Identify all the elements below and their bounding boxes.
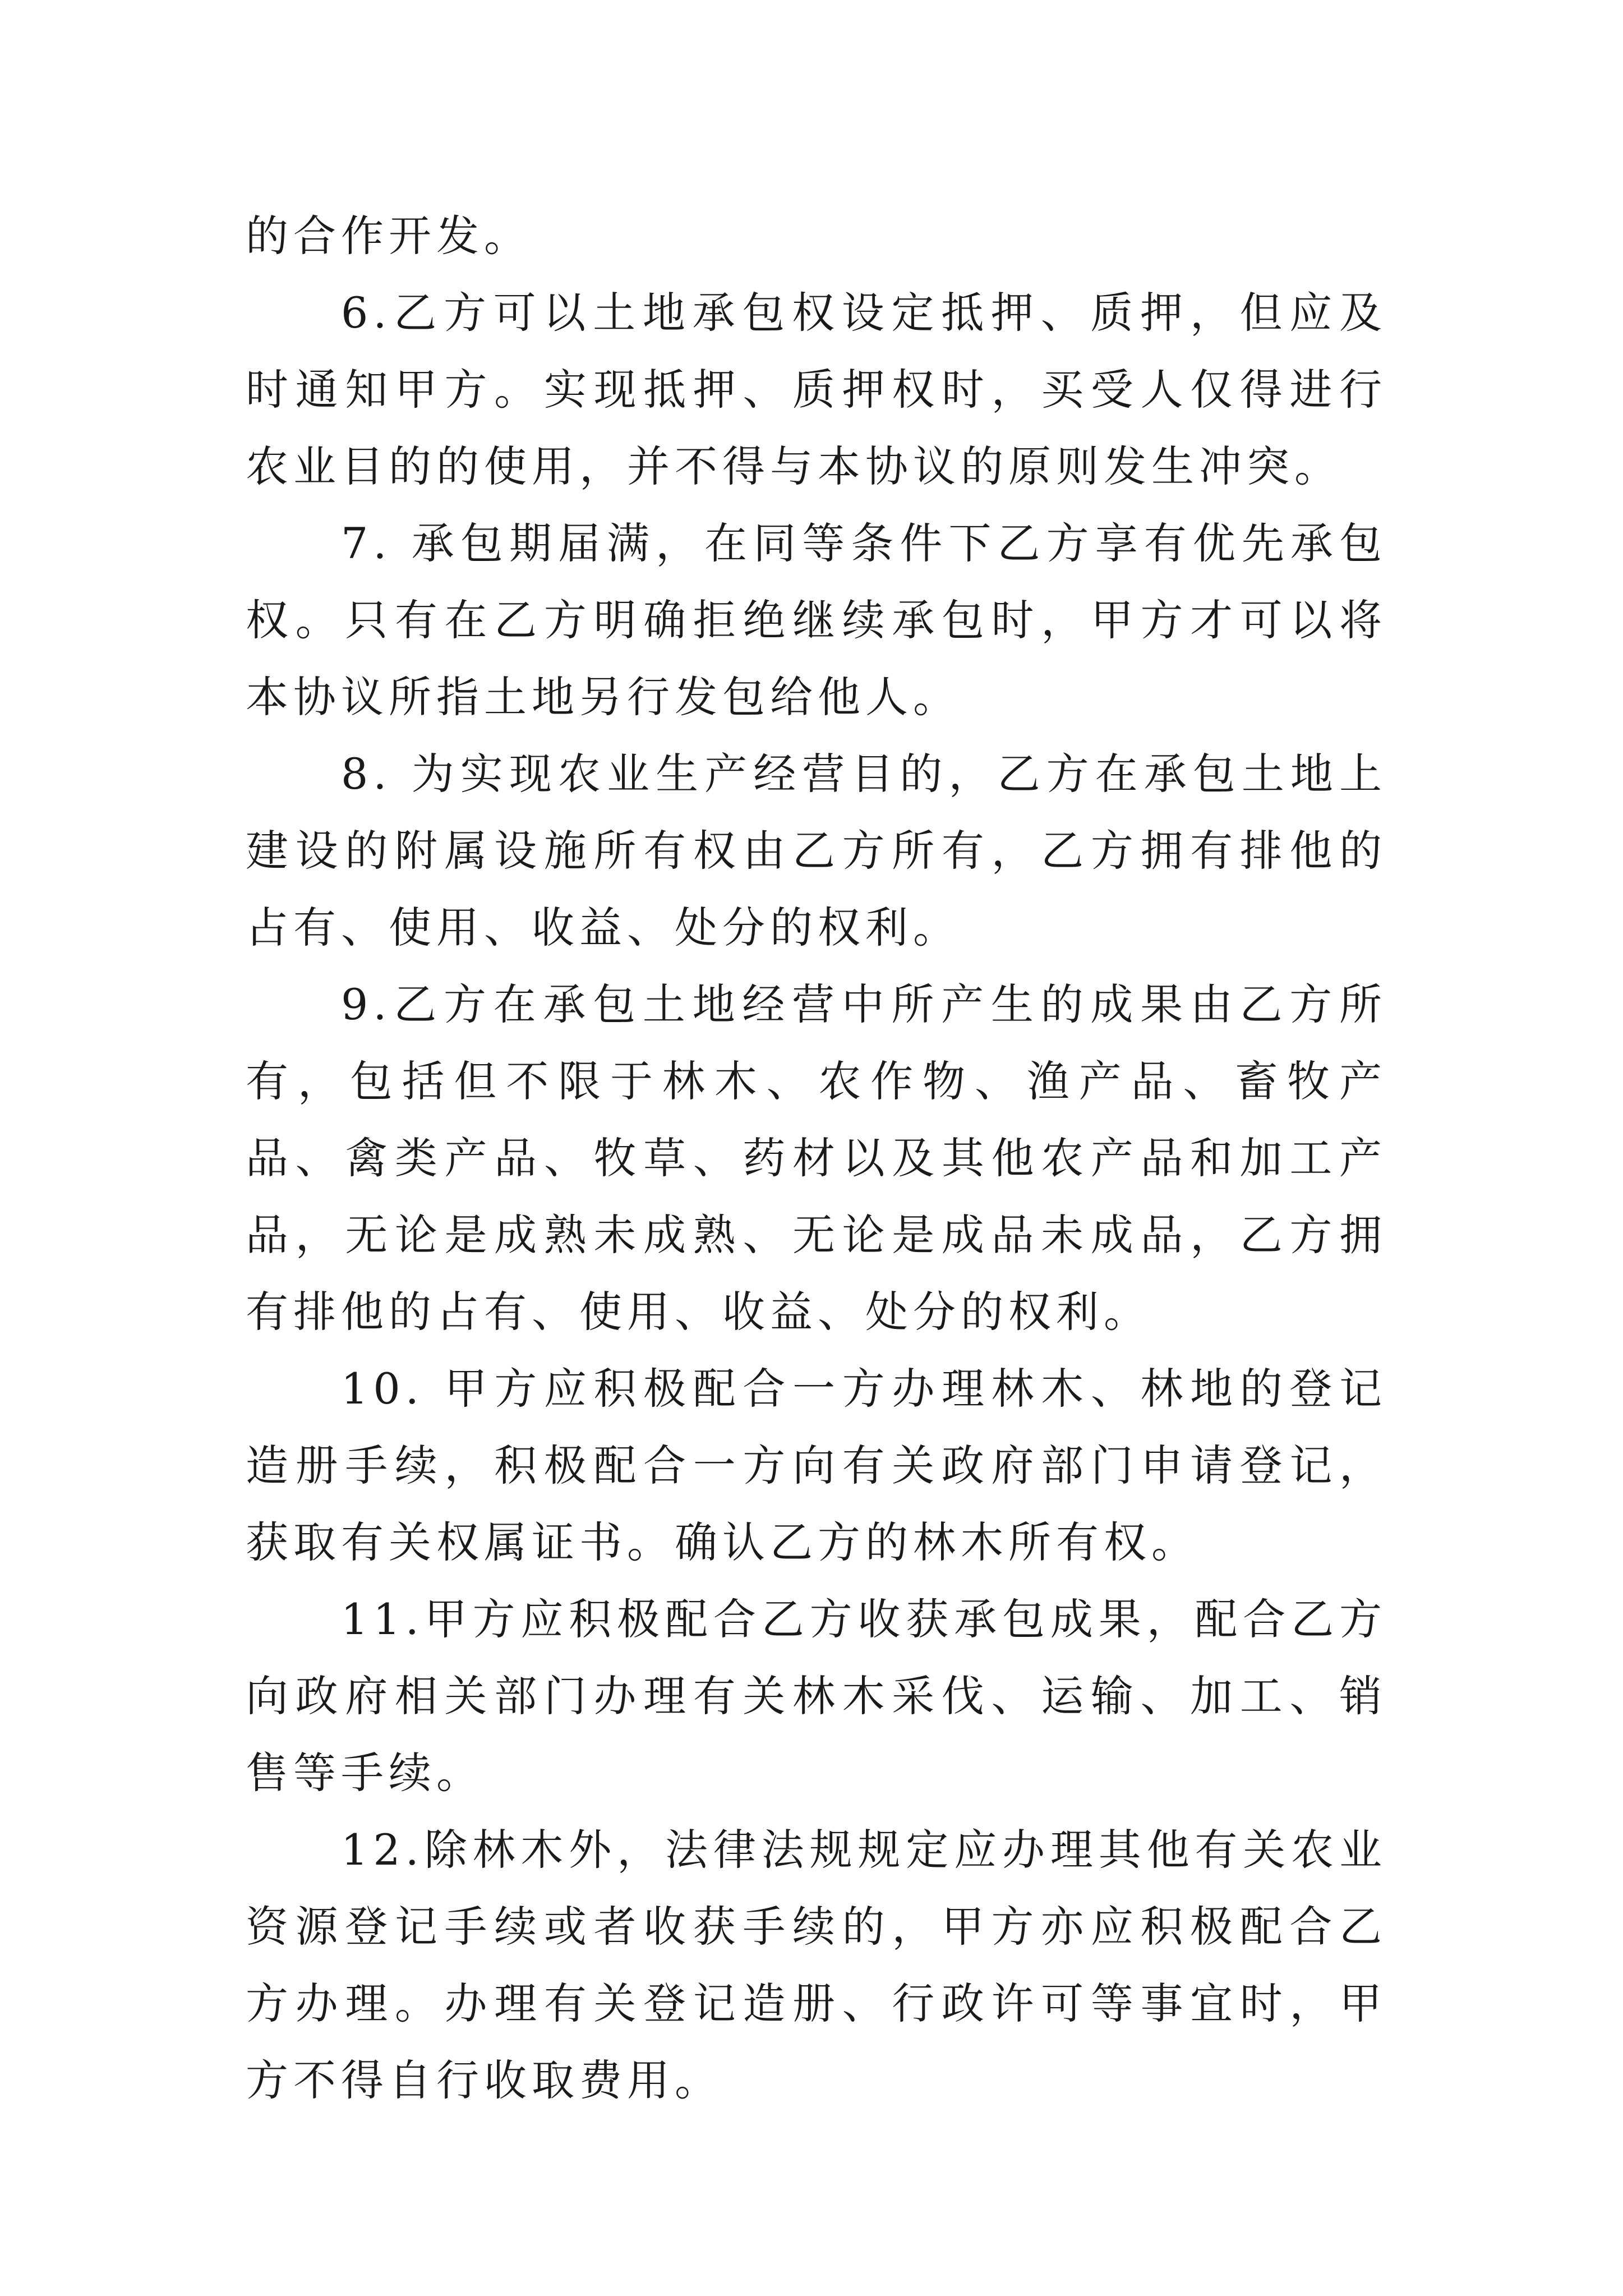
paragraph-continuation: 的合作开发。: [246, 211, 532, 261]
paragraph-clause-8: 8. 为实现农业生产经营目的，乙方在承包土地上建设的附属设施所有权由乙方所有，乙方拥有排他的占有、使用、收益、处分的权利。: [246, 749, 1387, 953]
paragraph-clause-10: 10. 甲方应积极配合一方办理林木、林地的登记造册手续，积极配合一方向有关政府部门申请登记，获取有关权属证书。确认乙方的林木所有权。: [246, 1364, 1387, 1567]
paragraph-clause-12: 12.除林木外，法律法规规定应办理其他有关农业资源登记手续或者收获手续的，甲方亦应积极配合乙方办理。办理有关登记造册、行政许可等事宜时，甲方不得自行收取费用。: [246, 1825, 1387, 2105]
paragraph-clause-7: 7. 承包期届满，在同等条件下乙方享有优先承包权。只有在乙方明确拒绝继续承包时，甲方才可以将本协议所指土地另行发包给他人。: [246, 518, 1387, 722]
paragraph-clause-11: 11.甲方应积极配合乙方收获承包成果，配合乙方向政府相关部门办理有关林木采伐、运输、加工、销售等手续。: [246, 1594, 1387, 1798]
paragraph-clause-6: 6.乙方可以土地承包权设定抵押、质押，但应及时通知甲方。实现抵押、质押权时，买受人仅得进行农业目的的使用，并不得与本协议的原则发生冲突。: [246, 288, 1387, 491]
contract-body: [246, 197, 1387, 2119]
paragraph-clause-9: 9.乙方在承包土地经营中所产生的成果由乙方所有，包括但不限于林木、农作物、渔产品、畜牧产品、禽类产品、牧草、药材以及其他农产品和加工产品，无论是成熟未成熟、无论是成品未成品，乙方拥有排他的占有、使用、收益、处分的权利。: [246, 979, 1387, 1337]
